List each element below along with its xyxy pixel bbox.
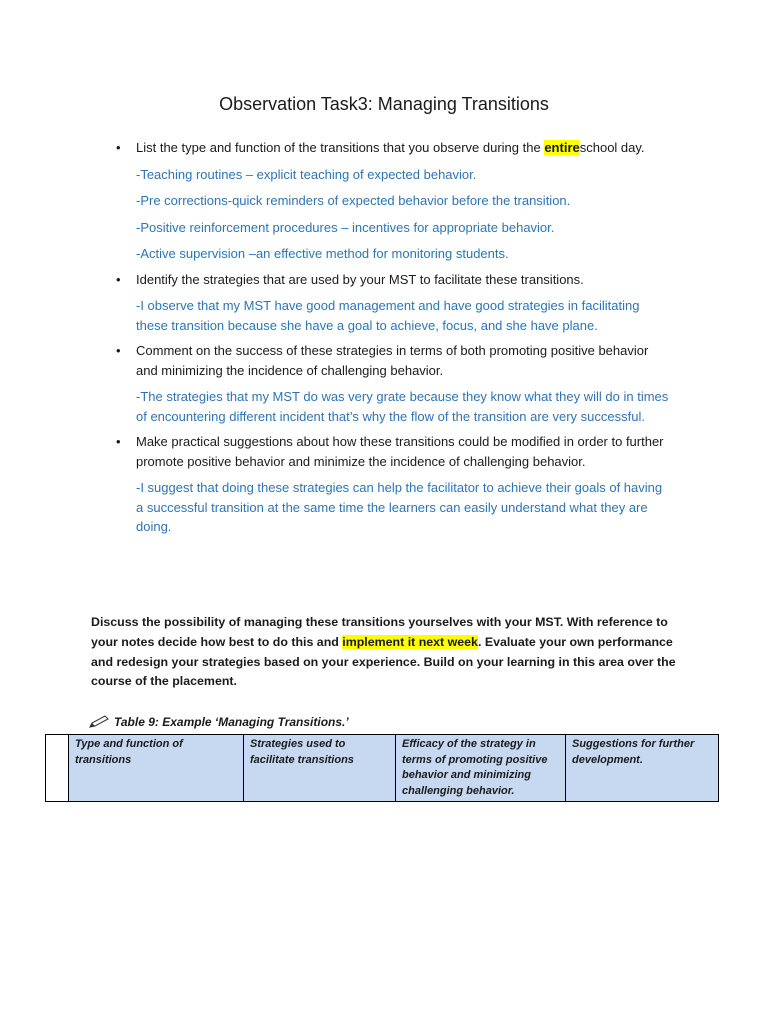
bullet-list — [112, 138, 672, 537]
bullet-icon: • — [116, 343, 121, 358]
answer-text: -The strategies that my MST do was very grate because they know what they will do in times of encountering different incident that’s why the flow of the transition are very successful. — [136, 389, 669, 424]
list-item — [112, 341, 672, 426]
answer-text: -Teaching routines – explicit teaching of expected behavior. — [136, 166, 477, 182]
answer-text: -Positive reinforcement procedures – incentives for appropriate behavior. — [136, 219, 555, 235]
question-text: Identify the strategies that are used by your MST to facilitate these transitions. — [136, 271, 584, 287]
bullet-icon: • — [116, 434, 121, 449]
answer-text: -I observe that my MST have good management and have good strategies in facilitating these transition because she have a goal to achieve, focus, and she have plane. — [136, 298, 640, 333]
table-caption: Table 9: Example ‘Managing Transitions.’ — [88, 715, 349, 729]
highlighted-phrase: implement it next week — [342, 634, 478, 649]
list-item — [112, 270, 672, 336]
list-item — [112, 432, 672, 537]
page-title: Observation Task3: Managing Transitions — [219, 94, 549, 114]
header-cell: Efficacy of the strategy in terms of promoting positive behavior and minimizing challenging behavior. — [396, 735, 566, 802]
question-text: Make practical suggestions about how these transitions could be modified in order to further promote positive behavior and minimize the incidence of challenging behavior. — [136, 434, 664, 469]
bullet-icon: • — [116, 271, 121, 287]
question-text: Comment on the success of these strategies in terms of both promoting positive behavior and minimizing the incidence of challenging behavior. — [136, 343, 649, 378]
answer-text: -Active supervision –an effective method for monitoring students. — [136, 246, 509, 261]
row-marker-cell — [46, 735, 69, 802]
bullet-icon: • — [116, 140, 121, 155]
list-item — [112, 138, 672, 264]
header-cell: Suggestions for further development. — [566, 735, 719, 802]
header-cell: Strategies used to facilitate transitions — [244, 735, 396, 802]
highlighted-word: entire — [544, 140, 580, 155]
table-row — [46, 735, 719, 802]
header-cell: Type and function of transitions — [69, 735, 244, 802]
answer-text: -I suggest that doing these strategies can help the facilitator to achieve their goals of having a successful transition at the same time the learners can easily understand what they are doing. — [136, 480, 663, 534]
transitions-table — [45, 734, 719, 802]
question-text: List the type and function of the transitions that you observe during the entireschool day. — [136, 140, 645, 155]
answer-text: -Pre corrections-quick reminders of expected behavior before the transition. — [136, 193, 571, 208]
pencil-icon — [88, 715, 110, 729]
discussion-paragraph: Discuss the possibility of managing these transitions yourselves with your MST. With reference to your notes decide how best to do this and implement it next week. Evaluate your own performance and redesign your strategies based on your experience. Build on your learning in this area over the course of the placement. — [91, 615, 676, 689]
